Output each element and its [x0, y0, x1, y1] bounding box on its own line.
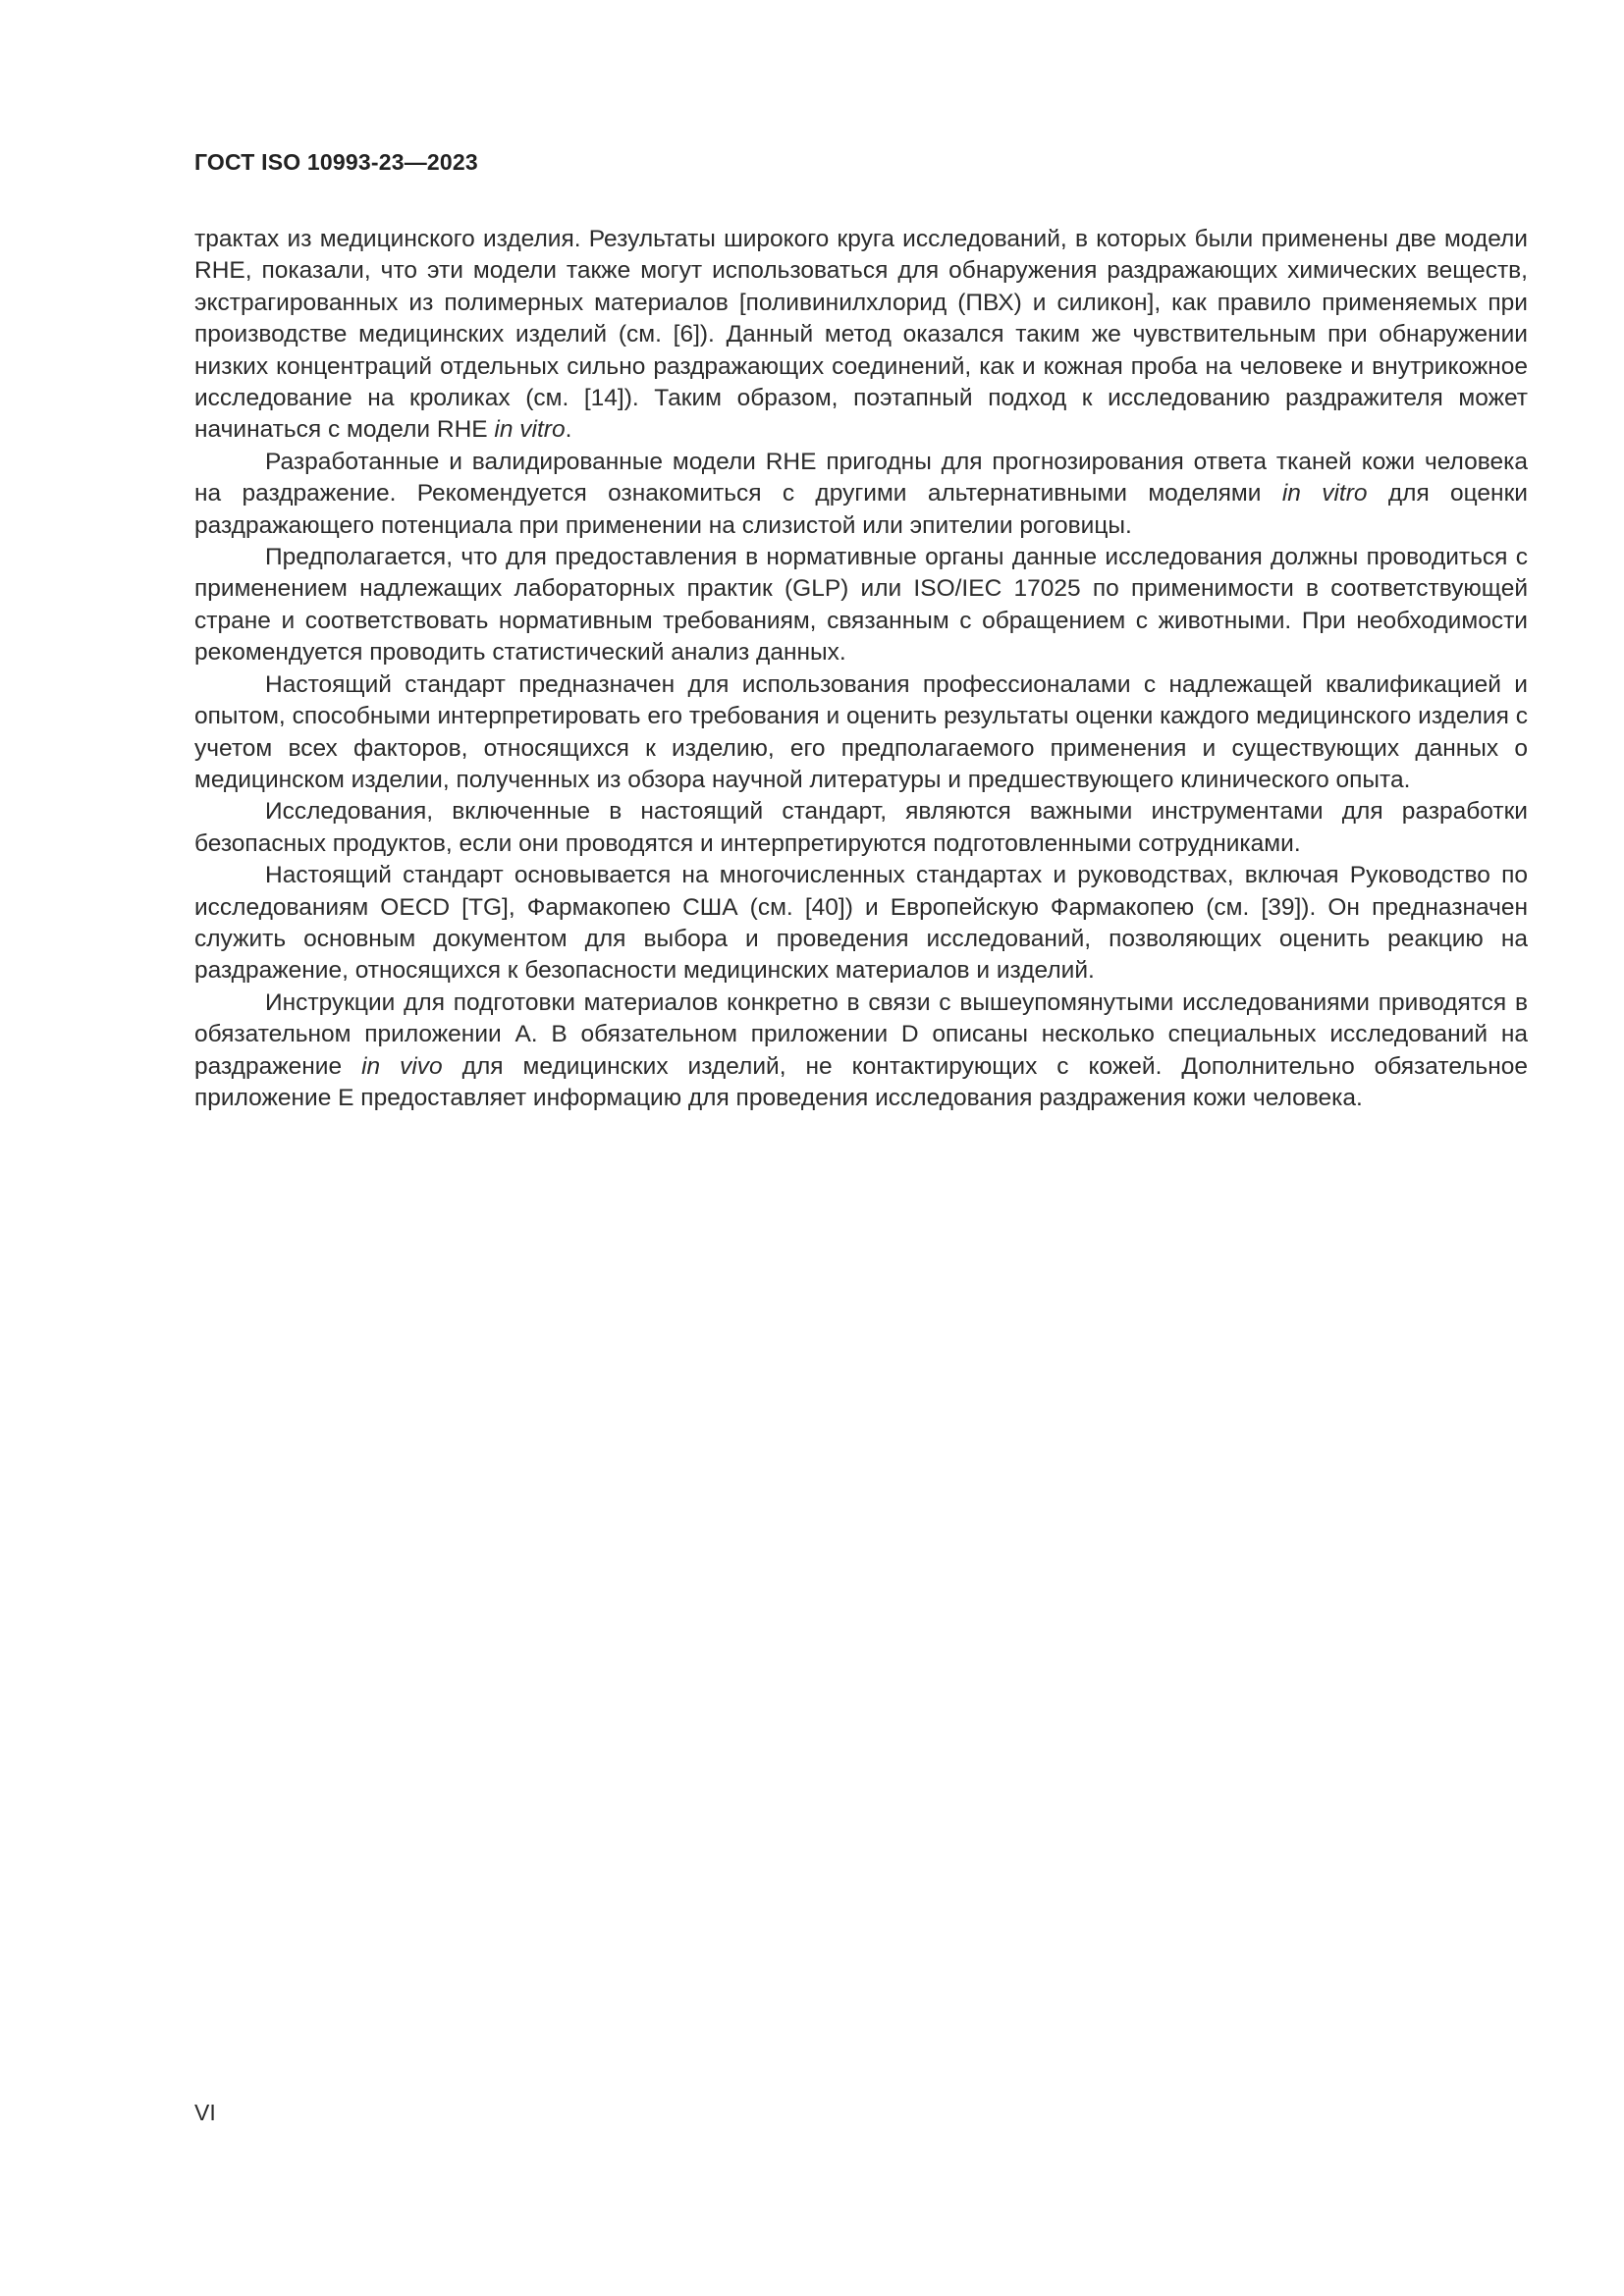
- body-paragraph: [194, 796, 1528, 860]
- paragraph-text: для медицинских изделий, не контактирующих с кожей. Дополнительно обязательное приложение E предоставляет информацию для проведения исследования раздражения кожи человека.: [194, 1052, 1528, 1111]
- document-body: [194, 224, 1528, 1114]
- paragraph-text: для оценки раздражающего потенциала при применении на слизистой или эпителии роговицы.: [194, 480, 1528, 539]
- body-paragraph: [194, 860, 1528, 988]
- paragraph-text: Настоящий стандарт предназначен для использования профессионалами с надлежащей квалификацией и опытом, способными интерпретировать его требования и оценить результаты оценки каждого медицинского изделия с учетом всех факторов, относящихся к изделию, его предполагаемого применения и существующих данных о медицинском изделии, полученных из обзора научной литературы и предшествующего клинического опыта.: [194, 670, 1528, 793]
- italic-term: in vivo: [361, 1052, 443, 1080]
- paragraph-text: Инструкции для подготовки материалов конкретно в связи с вышеупомянутыми исследованиями приводятся в обязательном приложении A. В обязательном приложении D описаны несколько специальных исследований на раздражение: [194, 988, 1528, 1080]
- paragraph-text: трактах из медицинского изделия. Результаты широкого круга исследований, в которых были применены две модели RHE, показали, что эти модели также могут использоваться для обнаружения раздражающих химических веществ, экстрагированных из полимерных материалов [поливинилхлорид (ПВХ) и силикон], как правило применяемых при производстве медицинских изделий (см. [6]). Данный метод оказался таким же чувствительным при обнаружении низких концентраций отдельных сильно раздражающих соединений, как и кожная проба на человеке и внутрикожное исследование на кроликах (см. [14]). Таким образом, поэтапный подход к исследованию раздражителя может начинаться с модели RHE: [194, 226, 1528, 444]
- body-paragraph: [194, 542, 1528, 669]
- paragraph-text: Разработанные и валидированные модели RHE пригодны для прогнозирования ответа тканей кожи человека на раздражение. Рекомендуется ознакомиться с другими альтернативными моделями: [194, 448, 1528, 507]
- body-paragraph: [194, 988, 1528, 1115]
- paragraph-text: .: [565, 416, 572, 444]
- body-paragraph: [194, 669, 1528, 797]
- italic-term: in vitro: [1281, 480, 1368, 507]
- body-paragraph: [194, 224, 1528, 447]
- paragraph-text: Исследования, включенные в настоящий стандарт, являются важными инструментами для разработки безопасных продуктов, если они проводятся и интерпретируются подготовленными сотрудниками.: [194, 798, 1528, 857]
- paragraph-text: Предполагается, что для предоставления в нормативные органы данные исследования должны проводиться с применением надлежащих лабораторных практик (GLP) или ISO/IEC 17025 по применимости в соответствующей стране и соответствовать нормативным требованиям, связанным с обращением с животными. При необходимости рекомендуется проводить статистический анализ данных.: [194, 544, 1528, 667]
- paragraph-text: Настоящий стандарт основывается на многочисленных стандартах и руководствах, включая Руководство по исследованиям OECD [TG], Фармакопею США (см. [40]) и Европейскую Фармакопею (см. [39]). Он предназначен служить основным документом для выбора и проведения исследований, позволяющих оценить реакцию на раздражение, относящихся к безопасности медицинских материалов и изделий.: [194, 862, 1528, 985]
- standard-id: ГОСТ ISO 10993-23—2023: [194, 149, 478, 175]
- italic-term: in vitro: [494, 416, 566, 444]
- body-paragraph: [194, 447, 1528, 542]
- page-number: VI: [194, 2100, 216, 2125]
- document-header: [194, 149, 478, 176]
